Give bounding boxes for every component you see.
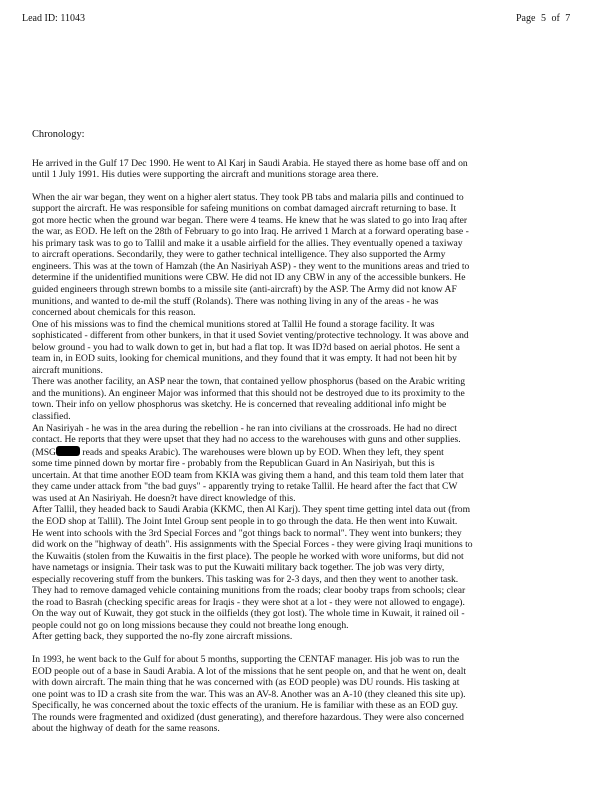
- paragraph-yellow-phosphorus: [32, 376, 594, 422]
- text-fragment: (MSG: [32, 446, 56, 458]
- text-line: EOD people out of a base in Saudi Arabia. A lot of the missions that he sent people on, and that he went on, dealt: [32, 665, 467, 677]
- text-line: was used at An Nasiriyah. He doesn?t have direct knowledge of this.: [32, 492, 296, 504]
- text-line: They had to remove damaged vehicle containing munitions from the roads; clear booby traps from schools; clear: [32, 585, 466, 597]
- redaction-mark: [56, 446, 80, 456]
- text-line: determine if the unidentified munitions were CBW. He did not ID any CBW in any of the accessible bunkers. He: [32, 272, 466, 284]
- text-line: especially recovering stuff from the bunkers. This tasking was for 2-3 days, and then they went to another task.: [32, 573, 459, 585]
- text-line: contact. He reports that they were upset that they had no access to the warehouses with guns and other supplies.: [32, 434, 461, 446]
- text-line: When the air war began, they went on a higher alert status. They took PB tabs and malaria pills and continued to: [32, 191, 464, 203]
- text-line: aircraft munitions.: [32, 364, 103, 376]
- text-line: classified.: [32, 411, 71, 423]
- paragraph-air-war: [32, 192, 594, 319]
- text-line: they came under attack from "the bad guys" - apparently trying to retake Tallil. He heard after the fact that CW: [32, 481, 458, 493]
- text-line: to aircraft operations. Secondarily, they were to gather technical intelligence. They also supported the Army: [32, 249, 446, 261]
- text-line: engineers. This was at the town of Hamzah (the An Nasiriyah ASP) - they went to the munitions areas and tried to: [32, 260, 470, 272]
- paragraph-kuwait: [32, 504, 594, 643]
- text-line: sophisticated - different from other bunkers, in that it used Soviet venting/protective technology. It was above and: [32, 330, 469, 342]
- text-line: one point was to ID a crash site from the war. This was an AV-8. Another was an A-10 (they cleaned this site up).: [32, 688, 466, 700]
- text-line: and the munitions). An engineer Major was informed that this should not be destroyed due to its proximity to the: [32, 387, 465, 399]
- text-line: He arrived in the Gulf 17 Dec 1990. He went to Al Karj in Saudi Arabia. He stayed there as home base off and on: [32, 157, 468, 169]
- text-line: On the way out of Kuwait, they got stuck in the oilfields (they got lost). The whole time in Kuwait, it rained oil -: [32, 608, 465, 620]
- text-line: After Tallil, they headed back to Saudi Arabia (KKMC, then Al Karj). They spent time getting intel data out (from: [32, 504, 471, 516]
- text-line: with down aircraft. The main thing that he was concerned with (as EOD people) was DU rounds. His tasking at: [32, 677, 460, 689]
- text-line: support the aircraft. He was responsible for safeing munitions on combat damaged aircraft returning to base. It: [32, 203, 457, 215]
- text-line: the Kuwaitis (stolen from the Kuwaitis in the first place). The people he worked with wore uniforms, but did not: [32, 550, 464, 562]
- text-line: There was another facility, an ASP near the town, that contained yellow phosphorus (based on the Arabic writing: [32, 376, 466, 388]
- text-line: team in, in EOD suits, looking for chemical munitions, and they found that it was empty. It had not been hit by: [32, 353, 457, 365]
- page-number: Page 5 of 7: [516, 13, 571, 24]
- text-line: After getting back, they supported the no-fly zone aircraft missions.: [32, 631, 293, 643]
- text-line: the road to Basrah (checking specific areas for Iraqis - they were shot at a lot - they were not allowed to engage).: [32, 596, 465, 608]
- section-heading: Chronology:: [32, 129, 85, 140]
- text-line: some time pinned down by mortar fire - probably from the Republican Guard in An Nasiriyah, but this is: [32, 458, 435, 470]
- paragraph-an-nasiriyah: [32, 423, 594, 505]
- text-line: guided engineers through strewn bombs to a missile site (anti-aircraft) by the ASP. The Army did not know AF: [32, 284, 457, 296]
- paragraph-tallil-bunker: [32, 319, 594, 377]
- text-line: about the highway of death for the same reasons.: [32, 723, 220, 735]
- text-line: people could not go on long missions because they could not breathe long enough.: [32, 619, 349, 631]
- text-line: below ground - you had to walk down to get in, but had a flat top. It was ID?d based on aerial photos. He sent a: [32, 341, 460, 353]
- text-line: have nametags or insignia. Their task was to put the Kuwaiti military back together. The job was very dirty,: [32, 562, 445, 574]
- text-line: did work on the "highway of death". His assignments with the Special Forces - they were giving Iraqi munitions to: [32, 539, 473, 551]
- text-line: He went into schools with the 3rd Special Forces and "got things back to normal". They went into bunkers; they: [32, 527, 462, 539]
- text-line: got more hectic when the ground war began. There were 4 teams. He knew that he was slated to go into Iraq after: [32, 214, 468, 226]
- paragraph-arrival: [32, 158, 594, 181]
- text-fragment: reads and speaks Arabic). The warehouses were blown up by EOD. When they left, they spent: [80, 446, 444, 458]
- text-line: concerned about chemicals for this reason.: [32, 307, 196, 319]
- text-line: the EOD shop at Tallil). The Joint Intel Group sent people in to go through the data. He then went into Kuwait.: [32, 515, 458, 527]
- text-line: In 1993, he went back to the Gulf for about 5 months, supporting the CENTAF manager. His job was to run the: [32, 653, 460, 665]
- text-line: [32, 446, 594, 459]
- lead-id: Lead ID: 11043: [22, 13, 85, 24]
- text-line: the war, as EOD. He left on the 28th of February to go into Iraq. He arrived 1 March at a forward operating base -: [32, 226, 469, 238]
- paragraph-1993: [32, 654, 594, 735]
- document-body: [32, 129, 594, 746]
- text-line: Specifically, he was concerned about the toxic effects of the uranium. He is familiar with these as an EOD guy.: [32, 700, 458, 712]
- text-line: munitions, and wanted to de-mil the stuff (Rolands). There was nothing living in any of the areas - he was: [32, 295, 439, 307]
- text-line: The rounds were fragmented and oxidized (dust generating), and therefore hazardous. They were also concerned: [32, 711, 464, 723]
- text-line: his primary task was to go to Tallil and make it a usable airfield for the allies. They eventually opened a taxiway: [32, 237, 463, 249]
- text-line: An Nasiriyah - he was in the area during the rebellion - he ran into civilians at the crossroads. He had no direct: [32, 422, 457, 434]
- text-line: until 1 July 1991. His duties were supporting the aircraft and munitions storage area there.: [32, 169, 379, 181]
- text-line: One of his missions was to find the chemical munitions stored at Tallil He found a storage facility. It was: [32, 318, 435, 330]
- text-line: uncertain. At that time another EOD team from KKIA was giving them a hand, and this team told them later that: [32, 469, 464, 481]
- text-line: town. Their info on yellow phosphorus was sketchy. He is concerned that revealing additional info might be: [32, 399, 447, 411]
